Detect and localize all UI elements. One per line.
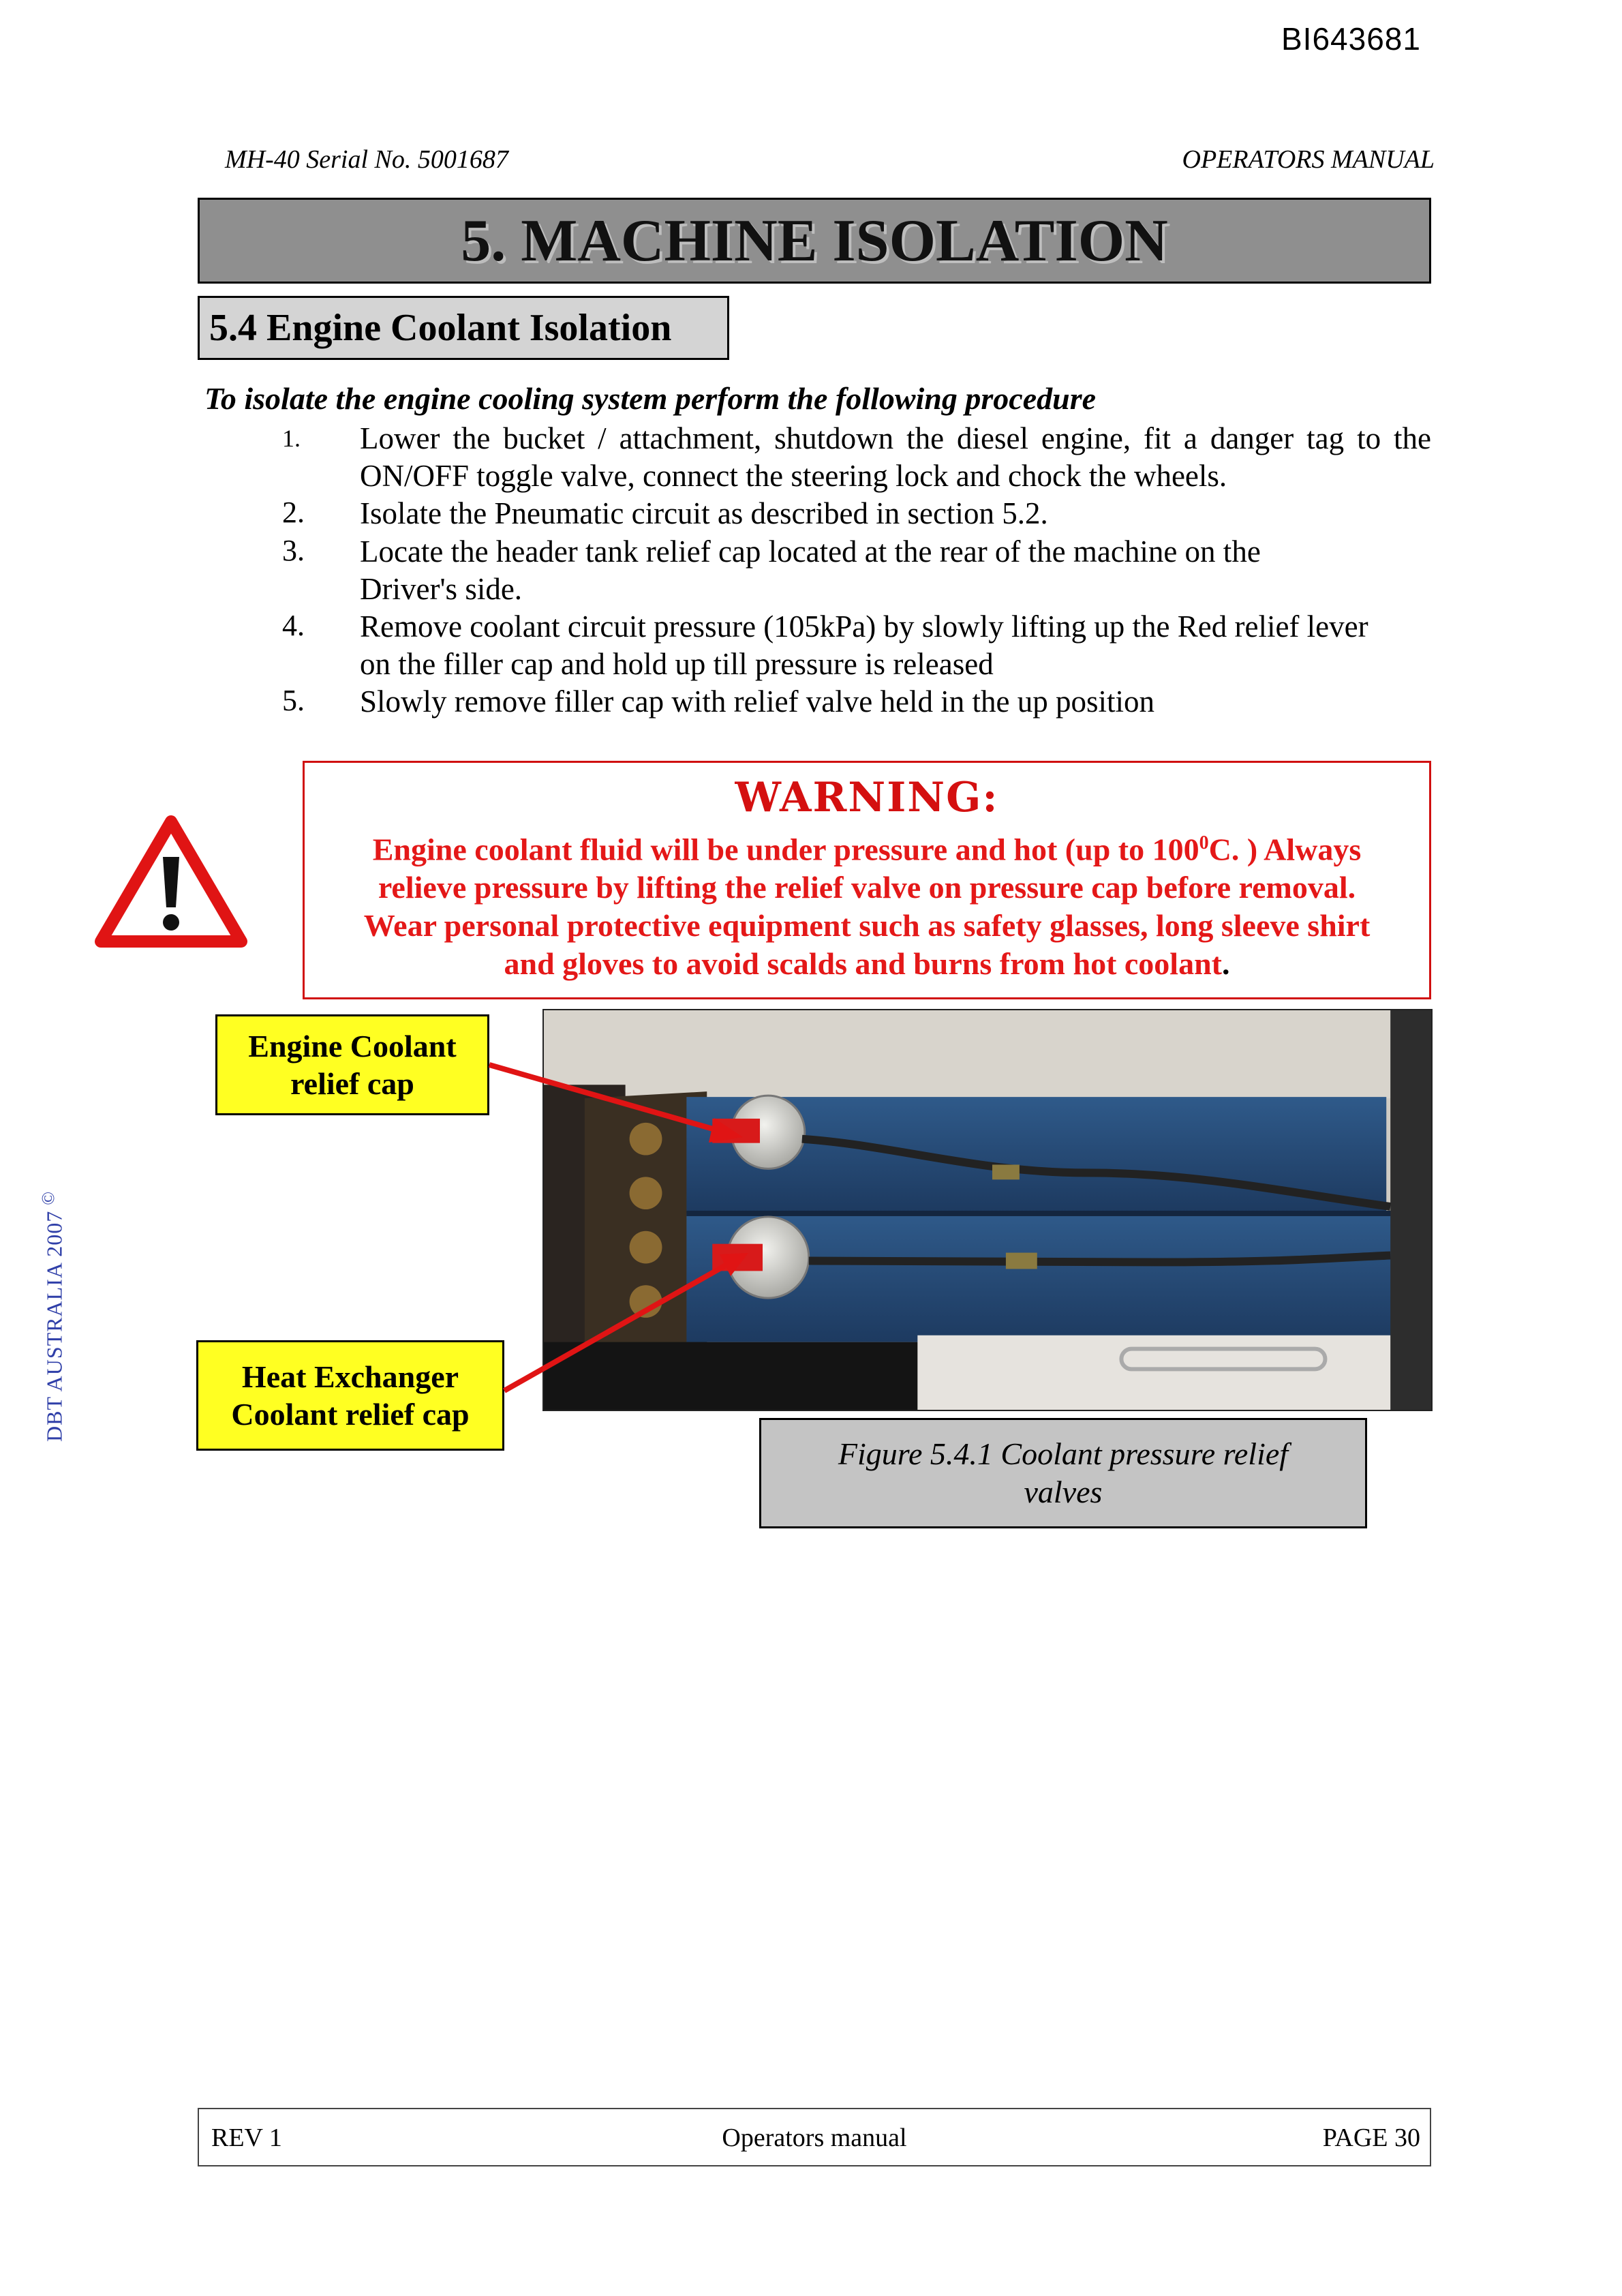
- step-number: 2.: [282, 496, 305, 529]
- section-title-text: 5.4 Engine Coolant Isolation: [209, 307, 672, 349]
- engine-coolant-label: [215, 1014, 489, 1115]
- step-number: 5.: [282, 684, 305, 717]
- side-copyright: [38, 1191, 67, 1442]
- figure-caption: [759, 1418, 1367, 1528]
- coolant-valves-photo: [542, 1009, 1433, 1411]
- chapter-title-text: 5. MACHINE ISOLATION: [461, 207, 1168, 274]
- heat-exchanger-label: [196, 1340, 504, 1451]
- procedure-intro: To isolate the engine cooling system perform the following procedure: [204, 381, 1097, 416]
- step-text: Locate the header tank relief cap located at the rear of the machine on the Driver's side.: [360, 534, 1261, 606]
- warning-triangle-icon: [94, 815, 248, 948]
- step-text: Lower the bucket / attachment, shutdown the diesel engine, fit a danger tag to the ON/OFF toggle valve, connect the steering lock and chock the wheels.: [360, 421, 1431, 493]
- warning-line-3: Wear personal protective equipment such as safety glasses, long sleeve shirt: [363, 908, 1371, 943]
- warning-line-2: relieve pressure by lifting the relief valve on pressure cap before removal.: [378, 870, 1356, 905]
- step-text: Remove coolant circuit pressure (105kPa) by slowly lifting up the Red relief lever on the filler cap and hold up till pressure is released: [360, 609, 1368, 681]
- warning-line-1-end: C. ) Always: [1208, 832, 1362, 867]
- page-footer: [198, 2108, 1431, 2166]
- degree-superscript: 0: [1199, 832, 1209, 854]
- copyright-text: DBT AUSTRALIA 2007: [42, 1210, 67, 1442]
- warning-period: .: [1222, 946, 1230, 982]
- figure-caption-line-2: valves: [1024, 1475, 1103, 1509]
- warning-box: [303, 761, 1431, 999]
- copyright-symbol: ©: [38, 1191, 58, 1205]
- chapter-title: [198, 198, 1431, 284]
- header-manual: OPERATORS MANUAL: [1182, 145, 1435, 174]
- heat-exchanger-label-line-2: Coolant relief cap: [231, 1397, 470, 1432]
- engine-coolant-label-line-2: relief cap: [290, 1066, 414, 1101]
- step-number: 1.: [282, 425, 301, 452]
- warning-line-4: and gloves to avoid scalds and burns from hot coolant: [504, 946, 1222, 982]
- step-number: 4.: [282, 609, 305, 642]
- warning-title: WARNING:: [735, 774, 999, 821]
- step-text: Slowly remove filler cap with relief valve held in the up position: [360, 684, 1154, 719]
- figure-caption-line-1: Figure 5.4.1 Coolant pressure relief: [838, 1436, 1289, 1471]
- footer-page-number: PAGE 30: [1322, 2124, 1420, 2152]
- warning-text: [305, 824, 1429, 983]
- footer-title: Operators manual: [722, 2124, 907, 2152]
- warning-line-1: Engine coolant fluid will be under pressure and hot (up to 100: [372, 832, 1199, 867]
- document-id: BI643681: [1281, 21, 1421, 57]
- step-number: 3.: [282, 534, 305, 567]
- step-text: Isolate the Pneumatic circuit as described in section 5.2.: [360, 496, 1048, 530]
- heat-exchanger-label-line-1: Heat Exchanger: [241, 1359, 459, 1394]
- footer-revision: REV 1: [211, 2124, 282, 2152]
- section-title: [198, 296, 729, 360]
- engine-coolant-label-line-1: Engine Coolant: [248, 1029, 457, 1063]
- header-serial: MH-40 Serial No. 5001687: [225, 145, 508, 174]
